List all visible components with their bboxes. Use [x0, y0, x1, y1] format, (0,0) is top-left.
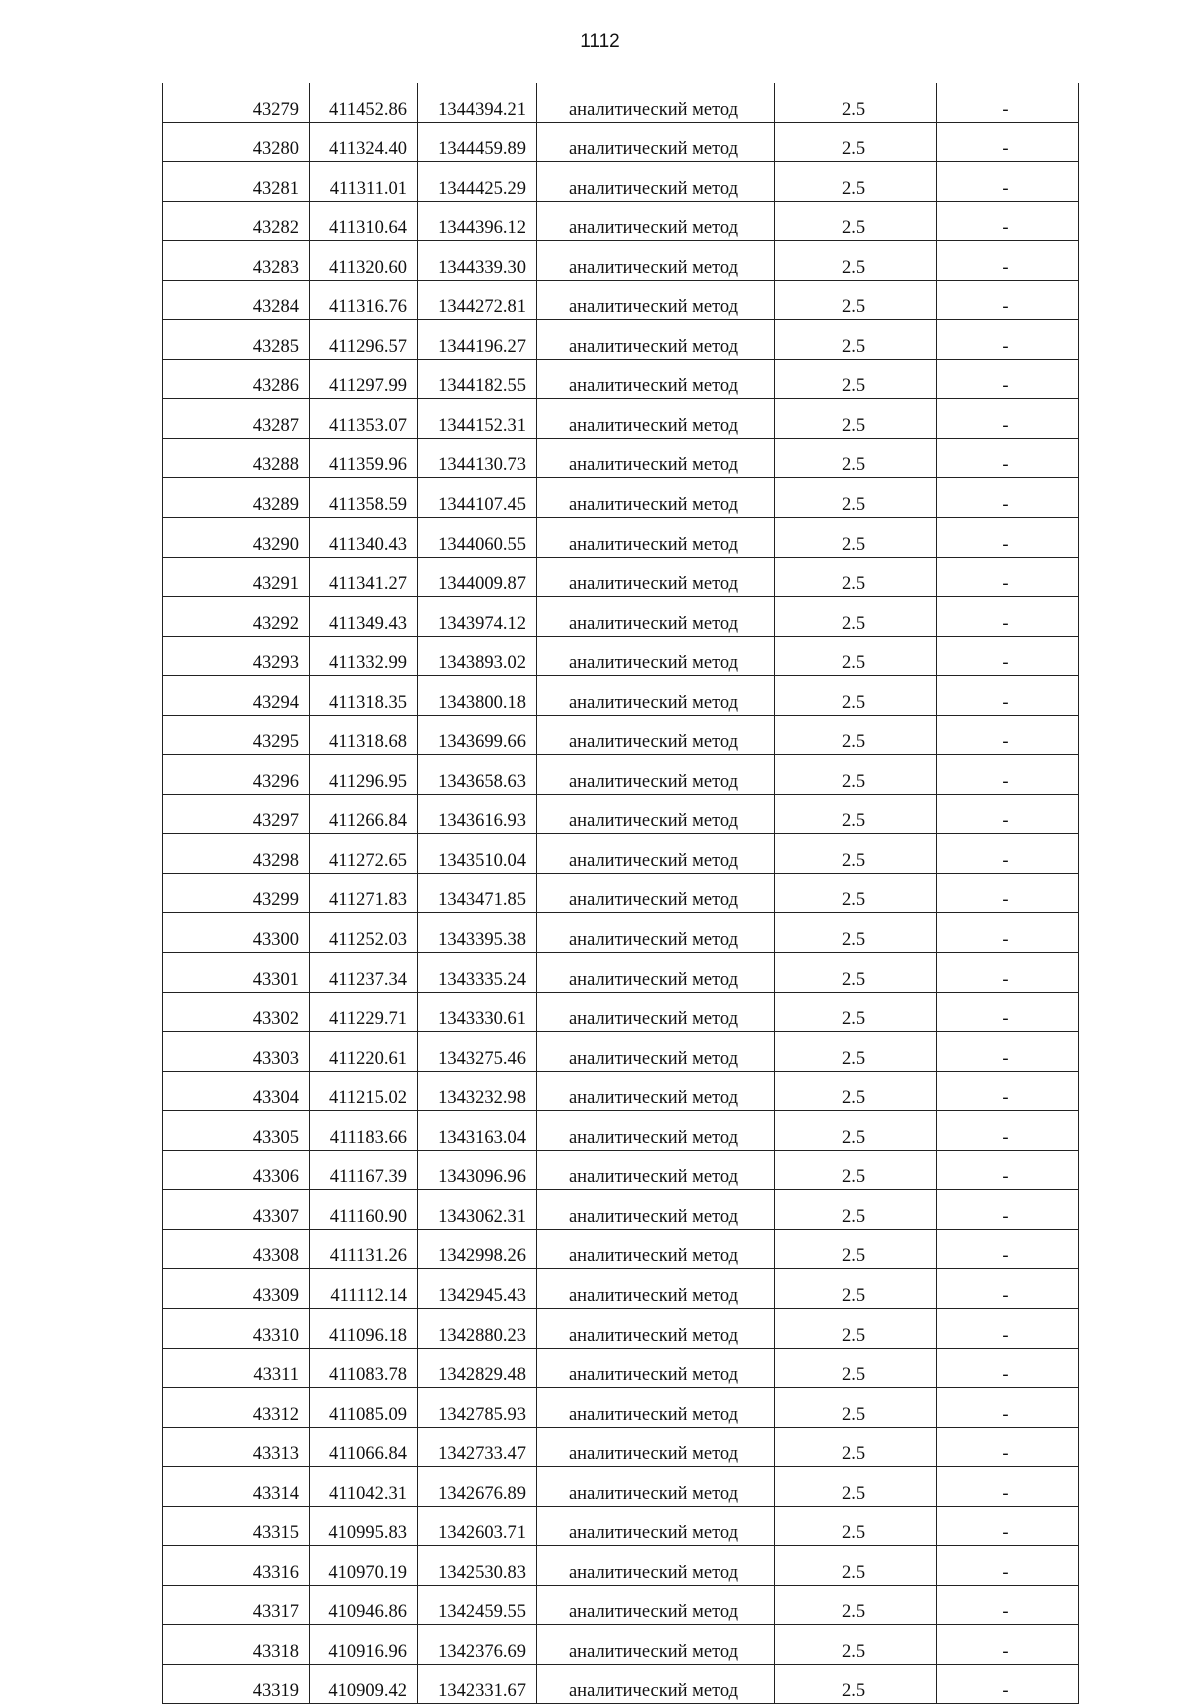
method-cell: аналитический метод — [537, 794, 775, 834]
point-number-cell: 43310 — [163, 1308, 310, 1348]
x-coordinate-cell: 410909.42 — [310, 1664, 418, 1704]
accuracy-cell: 2.5 — [775, 676, 937, 716]
method-cell: аналитический метод — [537, 1150, 775, 1190]
y-coordinate-cell: 1344060.55 — [418, 518, 537, 558]
point-number-cell: 43284 — [163, 280, 310, 320]
x-coordinate-cell: 411112.14 — [310, 1269, 418, 1309]
table-row — [163, 1229, 1079, 1269]
table-row — [163, 794, 1079, 834]
accuracy-cell: 2.5 — [775, 83, 937, 122]
x-coordinate-cell: 411324.40 — [310, 122, 418, 162]
x-coordinate-cell: 411271.83 — [310, 873, 418, 913]
table-row — [163, 162, 1079, 202]
method-cell: аналитический метод — [537, 1625, 775, 1665]
point-number-cell: 43285 — [163, 320, 310, 360]
point-number-cell: 43300 — [163, 913, 310, 953]
point-number-cell: 43294 — [163, 676, 310, 716]
point-number-cell: 43289 — [163, 478, 310, 518]
accuracy-cell: 2.5 — [775, 399, 937, 439]
accuracy-cell: 2.5 — [775, 1071, 937, 1111]
x-coordinate-cell: 411311.01 — [310, 162, 418, 202]
y-coordinate-cell: 1343658.63 — [418, 755, 537, 795]
accuracy-cell: 2.5 — [775, 1111, 937, 1151]
x-coordinate-cell: 411341.27 — [310, 557, 418, 597]
x-coordinate-cell: 411272.65 — [310, 834, 418, 874]
point-number-cell: 43317 — [163, 1585, 310, 1625]
x-coordinate-cell: 411215.02 — [310, 1071, 418, 1111]
point-number-cell: 43315 — [163, 1506, 310, 1546]
table-row — [163, 478, 1079, 518]
method-cell: аналитический метод — [537, 1269, 775, 1309]
accuracy-cell: 2.5 — [775, 715, 937, 755]
method-cell: аналитический метод — [537, 518, 775, 558]
point-number-cell: 43280 — [163, 122, 310, 162]
method-cell: аналитический метод — [537, 1229, 775, 1269]
note-cell: - — [937, 1190, 1079, 1230]
accuracy-cell: 2.5 — [775, 1625, 937, 1665]
accuracy-cell: 2.5 — [775, 1348, 937, 1388]
y-coordinate-cell: 1343893.02 — [418, 636, 537, 676]
y-coordinate-cell: 1343699.66 — [418, 715, 537, 755]
method-cell: аналитический метод — [537, 1190, 775, 1230]
note-cell: - — [937, 399, 1079, 439]
accuracy-cell: 2.5 — [775, 1506, 937, 1546]
point-number-cell: 43302 — [163, 992, 310, 1032]
accuracy-cell: 2.5 — [775, 1190, 937, 1230]
method-cell: аналитический метод — [537, 1427, 775, 1467]
y-coordinate-cell: 1344196.27 — [418, 320, 537, 360]
x-coordinate-cell: 411353.07 — [310, 399, 418, 439]
table-row — [163, 636, 1079, 676]
accuracy-cell: 2.5 — [775, 992, 937, 1032]
accuracy-cell: 2.5 — [775, 1546, 937, 1586]
method-cell: аналитический метод — [537, 953, 775, 993]
table-row — [163, 1585, 1079, 1625]
method-cell: аналитический метод — [537, 241, 775, 281]
accuracy-cell: 2.5 — [775, 597, 937, 637]
note-cell: - — [937, 1071, 1079, 1111]
method-cell: аналитический метод — [537, 438, 775, 478]
point-number-cell: 43313 — [163, 1427, 310, 1467]
accuracy-cell: 2.5 — [775, 557, 937, 597]
table-row — [163, 992, 1079, 1032]
x-coordinate-cell: 411332.99 — [310, 636, 418, 676]
x-coordinate-cell: 411266.84 — [310, 794, 418, 834]
x-coordinate-cell: 411131.26 — [310, 1229, 418, 1269]
y-coordinate-cell: 1344459.89 — [418, 122, 537, 162]
point-number-cell: 43279 — [163, 83, 310, 122]
y-coordinate-cell: 1344394.21 — [418, 83, 537, 122]
table-row — [163, 399, 1079, 439]
point-number-cell: 43306 — [163, 1150, 310, 1190]
method-cell: аналитический метод — [537, 834, 775, 874]
method-cell: аналитический метод — [537, 1388, 775, 1428]
method-cell: аналитический метод — [537, 1546, 775, 1586]
note-cell: - — [937, 1585, 1079, 1625]
point-number-cell: 43297 — [163, 794, 310, 834]
table-row — [163, 1308, 1079, 1348]
x-coordinate-cell: 411042.31 — [310, 1467, 418, 1507]
table-row — [163, 715, 1079, 755]
point-number-cell: 43282 — [163, 201, 310, 241]
x-coordinate-cell: 411096.18 — [310, 1308, 418, 1348]
note-cell: - — [937, 953, 1079, 993]
table-row — [163, 1546, 1079, 1586]
x-coordinate-cell: 411296.95 — [310, 755, 418, 795]
note-cell: - — [937, 438, 1079, 478]
table-row — [163, 1427, 1079, 1467]
table-row — [163, 83, 1079, 122]
point-number-cell: 43304 — [163, 1071, 310, 1111]
x-coordinate-cell: 411316.76 — [310, 280, 418, 320]
accuracy-cell: 2.5 — [775, 636, 937, 676]
method-cell: аналитический метод — [537, 83, 775, 122]
table-row — [163, 1664, 1079, 1704]
note-cell: - — [937, 122, 1079, 162]
note-cell: - — [937, 241, 1079, 281]
point-number-cell: 43319 — [163, 1664, 310, 1704]
x-coordinate-cell: 410946.86 — [310, 1585, 418, 1625]
accuracy-cell: 2.5 — [775, 1150, 937, 1190]
y-coordinate-cell: 1343471.85 — [418, 873, 537, 913]
method-cell: аналитический метод — [537, 636, 775, 676]
y-coordinate-cell: 1344130.73 — [418, 438, 537, 478]
y-coordinate-cell: 1344396.12 — [418, 201, 537, 241]
note-cell: - — [937, 478, 1079, 518]
accuracy-cell: 2.5 — [775, 1388, 937, 1428]
accuracy-cell: 2.5 — [775, 201, 937, 241]
table-row — [163, 953, 1079, 993]
table-row — [163, 873, 1079, 913]
y-coordinate-cell: 1344272.81 — [418, 280, 537, 320]
y-coordinate-cell: 1342733.47 — [418, 1427, 537, 1467]
accuracy-cell: 2.5 — [775, 1467, 937, 1507]
point-number-cell: 43299 — [163, 873, 310, 913]
y-coordinate-cell: 1342603.71 — [418, 1506, 537, 1546]
accuracy-cell: 2.5 — [775, 162, 937, 202]
note-cell: - — [937, 1032, 1079, 1072]
point-number-cell: 43303 — [163, 1032, 310, 1072]
method-cell: аналитический метод — [537, 280, 775, 320]
table-row — [163, 241, 1079, 281]
accuracy-cell: 2.5 — [775, 873, 937, 913]
x-coordinate-cell: 411167.39 — [310, 1150, 418, 1190]
y-coordinate-cell: 1342676.89 — [418, 1467, 537, 1507]
method-cell: аналитический метод — [537, 1111, 775, 1151]
note-cell: - — [937, 597, 1079, 637]
accuracy-cell: 2.5 — [775, 1229, 937, 1269]
note-cell: - — [937, 1348, 1079, 1388]
accuracy-cell: 2.5 — [775, 1427, 937, 1467]
y-coordinate-cell: 1343232.98 — [418, 1071, 537, 1111]
point-number-cell: 43296 — [163, 755, 310, 795]
x-coordinate-cell: 411340.43 — [310, 518, 418, 558]
table-row — [163, 557, 1079, 597]
note-cell: - — [937, 1111, 1079, 1151]
accuracy-cell: 2.5 — [775, 755, 937, 795]
y-coordinate-cell: 1343510.04 — [418, 834, 537, 874]
method-cell: аналитический метод — [537, 873, 775, 913]
x-coordinate-cell: 411452.86 — [310, 83, 418, 122]
note-cell: - — [937, 1150, 1079, 1190]
y-coordinate-cell: 1343335.24 — [418, 953, 537, 993]
accuracy-cell: 2.5 — [775, 359, 937, 399]
accuracy-cell: 2.5 — [775, 518, 937, 558]
x-coordinate-cell: 411085.09 — [310, 1388, 418, 1428]
table-row — [163, 1625, 1079, 1665]
table-row — [163, 1269, 1079, 1309]
point-number-cell: 43316 — [163, 1546, 310, 1586]
x-coordinate-cell: 411237.34 — [310, 953, 418, 993]
note-cell: - — [937, 992, 1079, 1032]
accuracy-cell: 2.5 — [775, 794, 937, 834]
method-cell: аналитический метод — [537, 755, 775, 795]
accuracy-cell: 2.5 — [775, 438, 937, 478]
note-cell: - — [937, 83, 1079, 122]
accuracy-cell: 2.5 — [775, 122, 937, 162]
y-coordinate-cell: 1342880.23 — [418, 1308, 537, 1348]
accuracy-cell: 2.5 — [775, 834, 937, 874]
y-coordinate-cell: 1343275.46 — [418, 1032, 537, 1072]
note-cell: - — [937, 1625, 1079, 1665]
x-coordinate-cell: 411229.71 — [310, 992, 418, 1032]
accuracy-cell: 2.5 — [775, 953, 937, 993]
y-coordinate-cell: 1342829.48 — [418, 1348, 537, 1388]
y-coordinate-cell: 1344107.45 — [418, 478, 537, 518]
y-coordinate-cell: 1342376.69 — [418, 1625, 537, 1665]
table-row — [163, 518, 1079, 558]
y-coordinate-cell: 1342945.43 — [418, 1269, 537, 1309]
note-cell: - — [937, 320, 1079, 360]
y-coordinate-cell: 1343616.93 — [418, 794, 537, 834]
method-cell: аналитический метод — [537, 1348, 775, 1388]
table-row — [163, 201, 1079, 241]
note-cell: - — [937, 1467, 1079, 1507]
y-coordinate-cell: 1344009.87 — [418, 557, 537, 597]
accuracy-cell: 2.5 — [775, 241, 937, 281]
point-number-cell: 43305 — [163, 1111, 310, 1151]
accuracy-cell: 2.5 — [775, 478, 937, 518]
note-cell: - — [937, 280, 1079, 320]
point-number-cell: 43311 — [163, 1348, 310, 1388]
x-coordinate-cell: 411296.57 — [310, 320, 418, 360]
x-coordinate-cell: 411359.96 — [310, 438, 418, 478]
accuracy-cell: 2.5 — [775, 1032, 937, 1072]
point-number-cell: 43293 — [163, 636, 310, 676]
table-row — [163, 1111, 1079, 1151]
y-coordinate-cell: 1343163.04 — [418, 1111, 537, 1151]
note-cell: - — [937, 1269, 1079, 1309]
y-coordinate-cell: 1343330.61 — [418, 992, 537, 1032]
x-coordinate-cell: 411310.64 — [310, 201, 418, 241]
x-coordinate-cell: 411183.66 — [310, 1111, 418, 1151]
table-row — [163, 280, 1079, 320]
table-row — [163, 1032, 1079, 1072]
coordinates-table-body — [163, 83, 1079, 1704]
y-coordinate-cell: 1344339.30 — [418, 241, 537, 281]
note-cell: - — [937, 873, 1079, 913]
point-number-cell: 43309 — [163, 1269, 310, 1309]
method-cell: аналитический метод — [537, 1071, 775, 1111]
table-row — [163, 1071, 1079, 1111]
method-cell: аналитический метод — [537, 992, 775, 1032]
note-cell: - — [937, 1229, 1079, 1269]
table-row — [163, 755, 1079, 795]
note-cell: - — [937, 201, 1079, 241]
note-cell: - — [937, 636, 1079, 676]
point-number-cell: 43281 — [163, 162, 310, 202]
method-cell: аналитический метод — [537, 478, 775, 518]
note-cell: - — [937, 913, 1079, 953]
x-coordinate-cell: 410995.83 — [310, 1506, 418, 1546]
x-coordinate-cell: 411220.61 — [310, 1032, 418, 1072]
method-cell: аналитический метод — [537, 1032, 775, 1072]
table-row — [163, 438, 1079, 478]
table-row — [163, 834, 1079, 874]
y-coordinate-cell: 1343062.31 — [418, 1190, 537, 1230]
y-coordinate-cell: 1344425.29 — [418, 162, 537, 202]
x-coordinate-cell: 411252.03 — [310, 913, 418, 953]
note-cell: - — [937, 557, 1079, 597]
y-coordinate-cell: 1344182.55 — [418, 359, 537, 399]
note-cell: - — [937, 359, 1079, 399]
x-coordinate-cell: 410916.96 — [310, 1625, 418, 1665]
x-coordinate-cell: 411358.59 — [310, 478, 418, 518]
accuracy-cell: 2.5 — [775, 1585, 937, 1625]
note-cell: - — [937, 715, 1079, 755]
method-cell: аналитический метод — [537, 162, 775, 202]
x-coordinate-cell: 410970.19 — [310, 1546, 418, 1586]
note-cell: - — [937, 1427, 1079, 1467]
page-number: 1112 — [580, 31, 620, 52]
accuracy-cell: 2.5 — [775, 1308, 937, 1348]
accuracy-cell: 2.5 — [775, 1269, 937, 1309]
note-cell: - — [937, 794, 1079, 834]
method-cell: аналитический метод — [537, 557, 775, 597]
accuracy-cell: 2.5 — [775, 280, 937, 320]
table-row — [163, 1467, 1079, 1507]
table-row — [163, 913, 1079, 953]
coordinates-table — [162, 83, 1079, 1704]
x-coordinate-cell: 411349.43 — [310, 597, 418, 637]
method-cell: аналитический метод — [537, 122, 775, 162]
point-number-cell: 43290 — [163, 518, 310, 558]
note-cell: - — [937, 518, 1079, 558]
method-cell: аналитический метод — [537, 1308, 775, 1348]
x-coordinate-cell: 411066.84 — [310, 1427, 418, 1467]
note-cell: - — [937, 834, 1079, 874]
note-cell: - — [937, 162, 1079, 202]
y-coordinate-cell: 1342785.93 — [418, 1388, 537, 1428]
accuracy-cell: 2.5 — [775, 913, 937, 953]
x-coordinate-cell: 411320.60 — [310, 241, 418, 281]
method-cell: аналитический метод — [537, 715, 775, 755]
method-cell: аналитический метод — [537, 676, 775, 716]
point-number-cell: 43292 — [163, 597, 310, 637]
accuracy-cell: 2.5 — [775, 1664, 937, 1704]
note-cell: - — [937, 1664, 1079, 1704]
point-number-cell: 43312 — [163, 1388, 310, 1428]
x-coordinate-cell: 411160.90 — [310, 1190, 418, 1230]
point-number-cell: 43307 — [163, 1190, 310, 1230]
method-cell: аналитический метод — [537, 597, 775, 637]
y-coordinate-cell: 1342998.26 — [418, 1229, 537, 1269]
point-number-cell: 43298 — [163, 834, 310, 874]
y-coordinate-cell: 1342530.83 — [418, 1546, 537, 1586]
method-cell: аналитический метод — [537, 1664, 775, 1704]
method-cell: аналитический метод — [537, 1506, 775, 1546]
method-cell: аналитический метод — [537, 1585, 775, 1625]
point-number-cell: 43314 — [163, 1467, 310, 1507]
table-row — [163, 1348, 1079, 1388]
table-row — [163, 1388, 1079, 1428]
note-cell: - — [937, 676, 1079, 716]
method-cell: аналитический метод — [537, 201, 775, 241]
y-coordinate-cell: 1343800.18 — [418, 676, 537, 716]
method-cell: аналитический метод — [537, 359, 775, 399]
note-cell: - — [937, 755, 1079, 795]
method-cell: аналитический метод — [537, 913, 775, 953]
point-number-cell: 43301 — [163, 953, 310, 993]
method-cell: аналитический метод — [537, 399, 775, 439]
note-cell: - — [937, 1506, 1079, 1546]
table-row — [163, 676, 1079, 716]
method-cell: аналитический метод — [537, 320, 775, 360]
y-coordinate-cell: 1343974.12 — [418, 597, 537, 637]
accuracy-cell: 2.5 — [775, 320, 937, 360]
note-cell: - — [937, 1388, 1079, 1428]
y-coordinate-cell: 1342459.55 — [418, 1585, 537, 1625]
point-number-cell: 43318 — [163, 1625, 310, 1665]
note-cell: - — [937, 1308, 1079, 1348]
y-coordinate-cell: 1342331.67 — [418, 1664, 537, 1704]
y-coordinate-cell: 1343096.96 — [418, 1150, 537, 1190]
point-number-cell: 43286 — [163, 359, 310, 399]
point-number-cell: 43295 — [163, 715, 310, 755]
table-row — [163, 597, 1079, 637]
table-row — [163, 1150, 1079, 1190]
table-row — [163, 122, 1079, 162]
point-number-cell: 43288 — [163, 438, 310, 478]
x-coordinate-cell: 411297.99 — [310, 359, 418, 399]
x-coordinate-cell: 411318.35 — [310, 676, 418, 716]
table-row — [163, 359, 1079, 399]
table-row — [163, 320, 1079, 360]
x-coordinate-cell: 411083.78 — [310, 1348, 418, 1388]
y-coordinate-cell: 1344152.31 — [418, 399, 537, 439]
method-cell: аналитический метод — [537, 1467, 775, 1507]
table-row — [163, 1190, 1079, 1230]
point-number-cell: 43283 — [163, 241, 310, 281]
point-number-cell: 43291 — [163, 557, 310, 597]
y-coordinate-cell: 1343395.38 — [418, 913, 537, 953]
note-cell: - — [937, 1546, 1079, 1586]
point-number-cell: 43287 — [163, 399, 310, 439]
table-row — [163, 1506, 1079, 1546]
point-number-cell: 43308 — [163, 1229, 310, 1269]
x-coordinate-cell: 411318.68 — [310, 715, 418, 755]
